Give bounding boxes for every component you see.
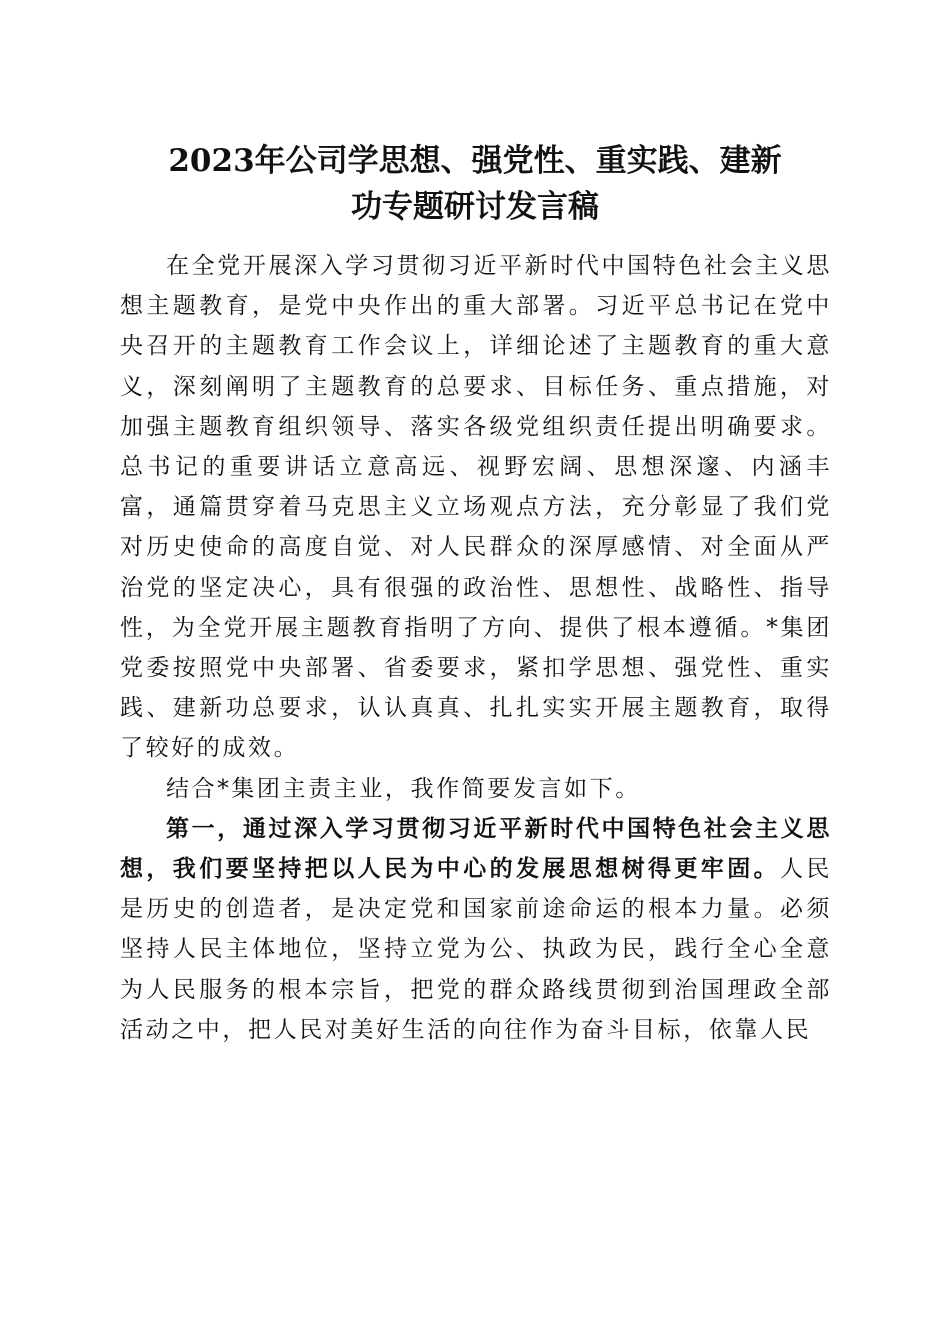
title-line-2: 功专题研讨发言稿 xyxy=(351,189,599,225)
document-title xyxy=(120,138,830,230)
intro-paragraph: 在全党开展深入学习贯彻习近平新时代中国特色社会主义思想主题教育，是党中央作出的重大部署。习近平总书记在党中央召开的主题教育工作会议上，详细论述了主题教育的重大意义，深刻阐明了主题教育的总要求、目标任务、重点措施，对加强主题教育组织领导、落实各级党组织责任提出明确要求。总书记的重要讲话立意高远、视野宏阔、思想深邃、内涵丰富，通篇贯穿着马克思主义立场观点方法，充分彰显了我们党对历史使命的高度自觉、对人民群众的深厚感情、对全面从严治党的坚定决心，具有很强的政治性、思想性、战略性、指导性，为全党开展主题教育指明了方向、提供了根本遵循。*集团党委按照党中央部署、省委要求，紧扣学思想、强党性、重实践、建新功总要求，认认真真、扎扎实实开展主题教育，取得了较好的成效。 xyxy=(120,253,832,762)
transition-paragraph: 结合*集团主责主业，我作简要发言如下。 xyxy=(166,775,641,802)
point-one-paragraph xyxy=(120,809,832,1050)
document-body xyxy=(120,246,832,1050)
point-one-body: 人民是历史的创造者，是决定党和国家前途命运的根本力量。必须坚持人民主体地位，坚持立党为公、执政为民，践行全心全意为人民服务的根本宗旨，把党的群众路线贯彻到治国理政全部活动之中，把人民对美好生活的向往作为奋斗目标，依靠人民 xyxy=(120,856,833,1043)
point-one-lead: 第一，通过深入学习贯彻习近平新时代中国特色社会主义思想，我们要坚持把以人民为中心的发展思想树得更牢固。 xyxy=(120,814,832,883)
title-line-1: 2023年公司学思想、强党性、重实践、建新 xyxy=(168,143,782,179)
